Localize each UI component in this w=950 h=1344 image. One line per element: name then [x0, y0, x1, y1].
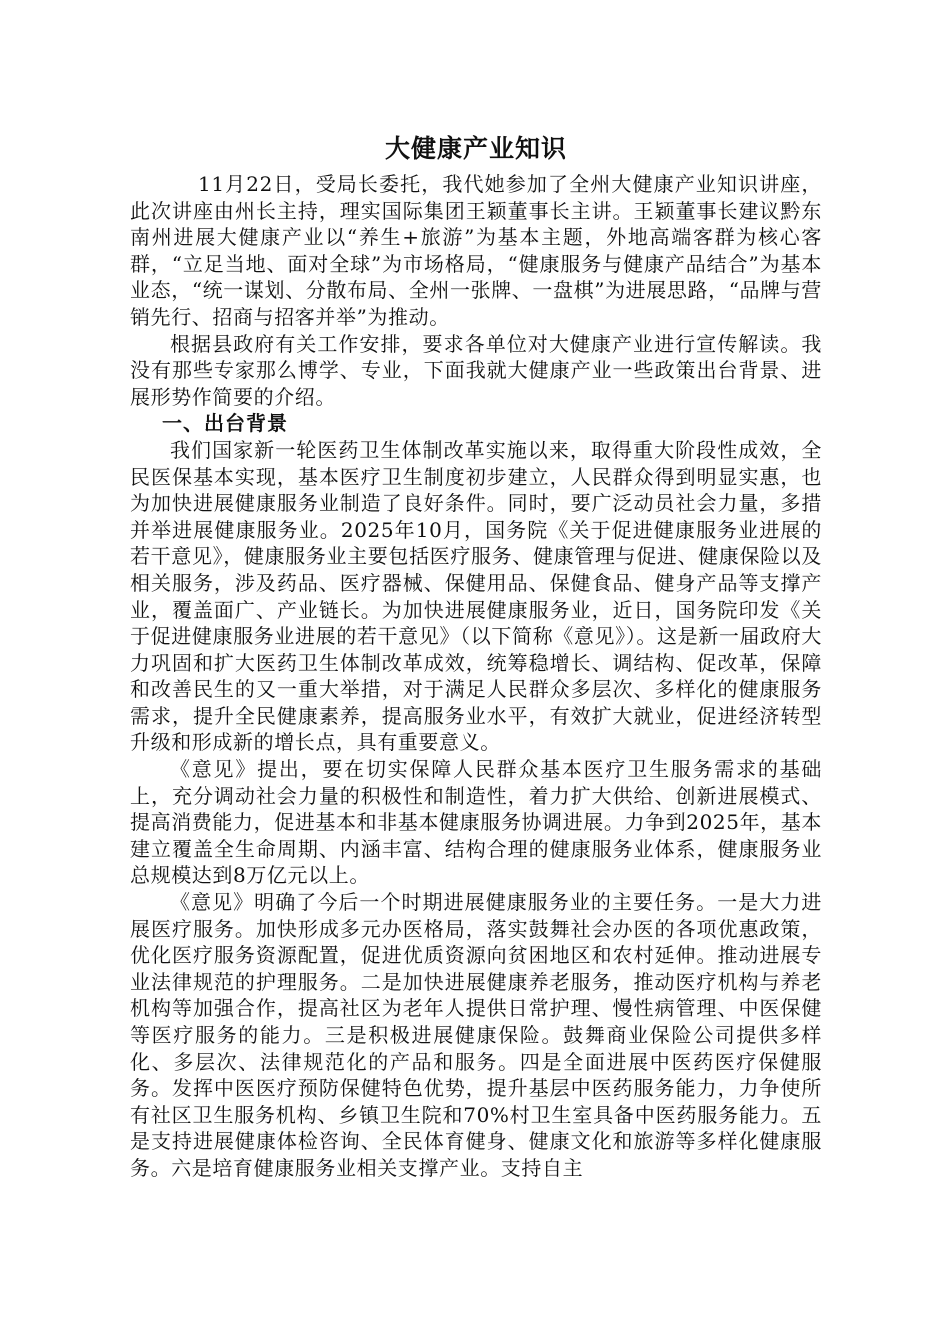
background-paragraph-3: 《意见》明确了今后一个时期进展健康服务业的主要任务。一是大力进展医疗服务。加快形成多元办医格局，落实鼓舞社会办医的各项优惠政策，优化医疗服务资源配置，促进优质资源向贫困地区和农村延伸。推动进展专业法律规范的护理服务。二是加快进展健康养老服务，推动医疗机构与养老机构等加强合作，提高社区为老年人提供日常护理、慢性病管理、中医保健等医疗服务的能力。三是积极进展健康保险。鼓舞商业保险公司提供多样化、多层次、法律规范化的产品和服务。四是全面进展中医药医疗保健服务。发挥中医医疗预防保健特色优势，提升基层中医药服务能力，力争使所有社区卫生服务机构、乡镇卫生院和70%村卫生室具备中医药服务能力。五是支持进展健康体检咨询、全民体育健身、健康文化和旅游等多样化健康服务。六是培育健康服务业相关支撑产业。支持自主 — [130, 890, 822, 1180]
intro-paragraph-2: 根据县政府有关工作安排，要求各单位对大健康产业进行宣传解读。我没有那些专家那么博学、专业，下面我就大健康产业一些政策出台背景、进展形势作简要的介绍。 — [130, 331, 822, 409]
background-paragraph-2: 《意见》提出，要在切实保障人民群众基本医疗卫生服务需求的基础上，充分调动社会力量的积极性和制造性，着力扩大供给、创新进展模式、提高消费能力，促进基本和非基本健康服务协调进展。力争到2025年，基本建立覆盖全生命周期、内涵丰富、结构合理的健康服务业体系，健康服务业总规模达到8万亿元以上。 — [130, 757, 822, 888]
section-heading-background: 一、出台背景 — [162, 411, 288, 436]
background-paragraph-1: 我们国家新一轮医药卫生体制改革实施以来，取得重大阶段性成效，全民医保基本实现，基本医疗卫生制度初步建立，人民群众得到明显实惠，也为加快进展健康服务业制造了良好条件。同时，要广泛动员社会力量，多措并举进展健康服务业。2025年10月，国务院《关于促进健康服务业进展的若干意见》，健康服务业主要包括医疗服务、健康管理与促进、健康保险以及相关服务，涉及药品、医疗器械、保健用品、保健食品、健身产品等支撑产业，覆盖面广、产业链长。为加快进展健康服务业，近日，国务院印发《关于促进健康服务业进展的若干意见》（以下简称《意见》）。这是新一届政府大力巩固和扩大医药卫生体制改革成效，统筹稳增长、调结构、促改革，保障和改善民生的又一重大举措，对于满足人民群众多层次、多样化的健康服务需求，提升全民健康素养，提高服务业水平，有效扩大就业，促进经济转型升级和形成新的增长点，具有重要意义。 — [130, 437, 822, 755]
intro-paragraph-1: 11月22日，受局长委托，我代她参加了全州大健康产业知识讲座，此次讲座由州长主持，理实国际集团王颖董事长主讲。王颖董事长建议黔东南州进展大健康产业以“养生+旅游”为基本主题，外地高端客群为核心客群，“立足当地、面对全球”为市场格局，“健康服务与健康产品结合”为基本业态，“统一谋划、分散布局、全州一张牌、一盘棋”为进展思路，“品牌与营销先行、招商与招客并举”为推动。 — [130, 172, 822, 329]
document-body — [130, 132, 822, 1182]
document-title: 大健康产业知识 — [384, 134, 567, 163]
